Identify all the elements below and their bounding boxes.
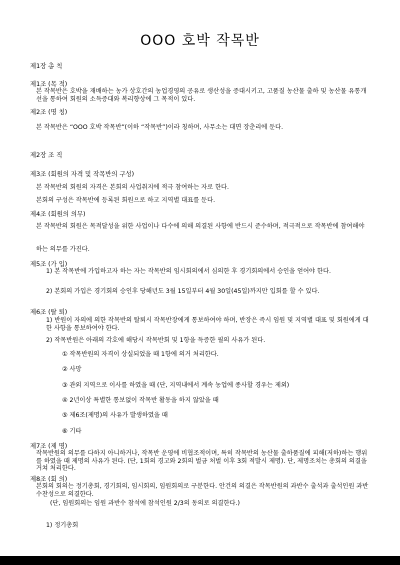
article-2-title: 제2조 (명 칭) — [30, 109, 68, 116]
article-5-title: 제5조 (가 입) — [30, 261, 68, 268]
withdrawal-reason-6: ⑥ 기타 — [62, 428, 82, 435]
chapter-1-heading: 제1장 총 칙 — [30, 63, 63, 70]
article-1-title: 제1조 (목 적) — [30, 81, 68, 88]
article-3-para-2: 본회의 구성은 작목반에 등록된 회원으로 하고 지역별 대표를 둔다. — [36, 197, 216, 204]
document-title: OOO 호박 작목반 — [140, 33, 260, 49]
withdrawal-reason-1: ① 작목반원의 자격이 상실되었을 때 1항에 의거 처리한다. — [62, 351, 219, 358]
article-8-title: 제8조 (회 의) — [30, 476, 68, 483]
article-3-para-1: 본 작목반의 회원의 자격은 본회의 사업취지에 적극 참여하는 자로 한다. — [36, 184, 230, 191]
article-3-title: 제3조 (회원의 자격 및 작목반의 구성) — [30, 171, 135, 178]
article-6-item-2: 2) 작목반원은 아래의 각호에 해당시 작목반회 및 1항을 득증한 필의 사유가 된다. — [46, 337, 266, 344]
article-8-body: 본회의 회의는 정기총회, 경기회의, 임시회의, 임원회의로 구분한다. 안건의 의결은 작목반원의 과반수 출석과 출석인원 과반수찬성으로 의결한다. — [36, 483, 369, 498]
withdrawal-reason-3: ③ 관외 지역으로 이사를 하였을 때 (단, 지역내에서 계속 농업에 종사할 경우는 제외) — [62, 382, 290, 389]
article-1-body: 본 작목반은 호박을 재배하는 농가 상호간의 농업경영의 공유로 생산성을 증대시키고, 고품질 농산물 출하 및 농산물 유통개선을 통하여 회원의 소득증대와 복리향상에 그 목적이 있다. — [36, 88, 367, 103]
article-6-item-1: 1) 반원이 자의에 의한 작목반의 탈퇴시 작목반장에게 통보하여야 하며, 반장은 즉시 임원 및 지역별 대표 및 회원에게 대한 사항을 통보하여야 한다. — [46, 317, 369, 332]
article-4-title: 제4조 (회원의 의무) — [30, 211, 86, 218]
article-8-note: (단, 임원회의는 임원 과반수 참석에 참석인원 2/3의 동의로 의결한다.) — [50, 500, 240, 507]
article-4-para-2: 하는 의무를 가진다. — [36, 246, 90, 253]
withdrawal-reason-5: ⑤ 제6조(제명)의 사유가 발생하였을 때 — [62, 412, 168, 419]
chapter-2-heading: 제2장 조 직 — [30, 152, 63, 159]
article-8-item-1: 1) 정기총회 — [46, 522, 79, 529]
article-7-body: 작목반원의 의무를 다하지 아니하거나, 작목반 운영에 비협조적이며, 특히 작목반의 농산물 출하품질에 피해(저하)하는 행위를 하였을 때 제명의 사유가 된다. (단, 1회의 경고와 2회의 벌금 처벌 이후 3회 적발시 제명). 단, 제명조치는 총회의 의결을 거쳐 처리한다. — [36, 450, 368, 473]
article-4-para-1: 본 작목반의 회원은 목적달성을 위한 사업이나 다수에 의해 의결된 사항에 반드시 준수하며, 적극적으로 작목반에 참여해야 — [36, 223, 365, 230]
article-7-title: 제7조 (제 명) — [30, 443, 68, 450]
article-5-item-2: 2) 본회의 가입은 경기회의 승인후 당해년도 3월 15일부터 4월 30일(45일)까지만 입회를 할 수 있다. — [46, 288, 320, 295]
bottom-edge-bar — [0, 556, 400, 565]
article-5-item-1: 1) 본 작목반에 가입하고자 하는 자는 작목반의 임시회의에서 심의한 후 경기회의에서 승인을 얻어야 한다. — [46, 268, 331, 275]
article-2-body: 본 작목반은 “OOO 호박 작목반”(이하 “작목반”)이라 칭하며, 사무소는 대면 장춘리에 둔다. — [36, 124, 284, 131]
article-6-title: 제6조 (탈 퇴) — [30, 309, 68, 316]
withdrawal-reason-4: ④ 2년이상 특별한 통보없이 작목반 활동을 하지 않았을 때 — [62, 397, 219, 404]
withdrawal-reason-2: ② 사망 — [62, 366, 82, 373]
